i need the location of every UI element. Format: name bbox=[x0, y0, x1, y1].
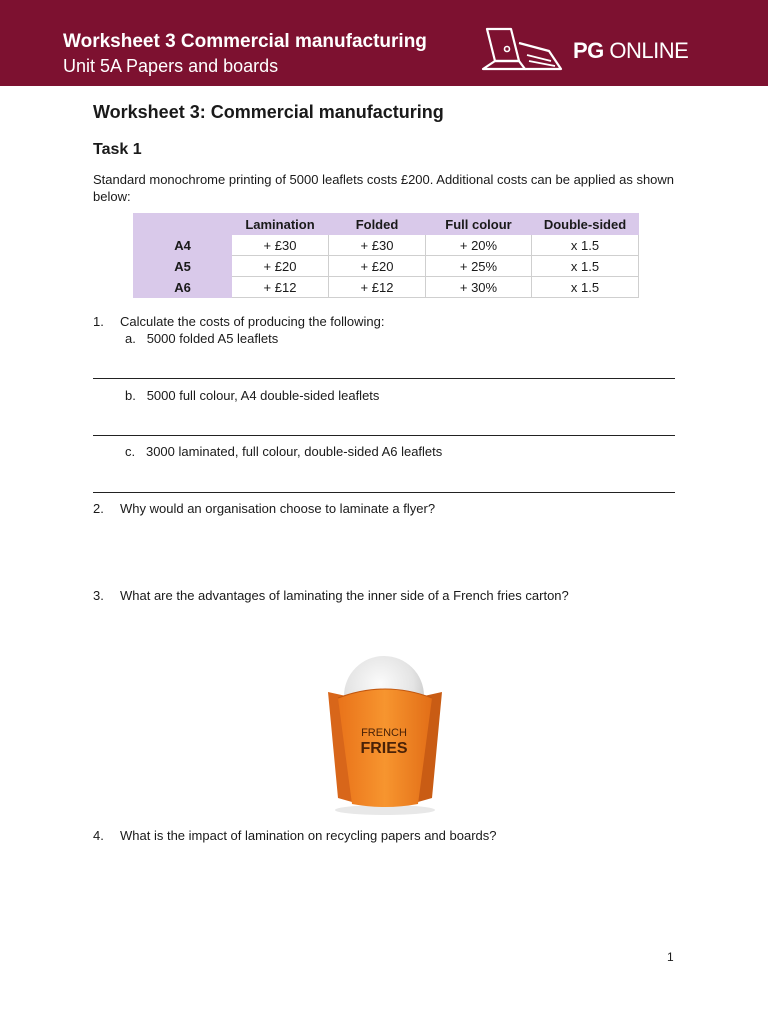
question-number: 1. bbox=[93, 314, 104, 329]
sub-text: 3000 laminated, full colour, double-sided A6 leaflets bbox=[145, 444, 443, 459]
table-cell: x 1.5 bbox=[532, 256, 639, 277]
task-heading: Task 1 bbox=[93, 141, 142, 158]
table-header-full-colour: Full colour bbox=[426, 214, 532, 235]
table-cell: + £20 bbox=[232, 256, 329, 277]
table-cell: + £20 bbox=[329, 256, 426, 277]
answer-line-1b[interactable] bbox=[93, 435, 675, 436]
question-1c bbox=[125, 444, 442, 459]
logo-text: PG ONLINE bbox=[573, 38, 689, 63]
header-banner bbox=[0, 0, 768, 86]
laptop-book-icon bbox=[481, 25, 567, 77]
answer-line-1a[interactable] bbox=[93, 378, 675, 379]
question-1b bbox=[125, 388, 379, 403]
question-text: What is the impact of lamination on recycling papers and boards? bbox=[120, 828, 497, 843]
header-title: Worksheet 3 Commercial manufacturing bbox=[63, 31, 427, 52]
question-text: Why would an organisation choose to laminate a flyer? bbox=[120, 501, 436, 516]
row-label: A4 bbox=[134, 235, 232, 256]
sub-label: a. bbox=[125, 331, 136, 346]
table-header-folded: Folded bbox=[329, 214, 426, 235]
table-cell: + 20% bbox=[426, 235, 532, 256]
sub-label: c. bbox=[125, 444, 136, 459]
table-cell: + 25% bbox=[426, 256, 532, 277]
table-row bbox=[134, 256, 639, 277]
table-cell: + £30 bbox=[232, 235, 329, 256]
table-cell: + £12 bbox=[232, 277, 329, 298]
question-number: 3. bbox=[93, 588, 104, 603]
sub-text: 5000 folded A5 leaflets bbox=[146, 331, 279, 346]
table-cell: + 30% bbox=[426, 277, 532, 298]
table-header-double-sided: Double-sided bbox=[532, 214, 639, 235]
table-cell: x 1.5 bbox=[532, 277, 639, 298]
table-cell: x 1.5 bbox=[532, 235, 639, 256]
page-title: Worksheet 3: Commercial manufacturing bbox=[93, 102, 444, 122]
row-label: A6 bbox=[134, 277, 232, 298]
question-number: 2. bbox=[93, 501, 104, 516]
carton-text-line2: FRIES bbox=[360, 740, 408, 757]
table-cell: + £12 bbox=[329, 277, 426, 298]
table-row bbox=[134, 277, 639, 298]
table-row bbox=[134, 235, 639, 256]
cost-table bbox=[133, 213, 639, 298]
carton-text-line1: FRENCH bbox=[361, 727, 407, 739]
table-header-empty bbox=[134, 214, 232, 235]
table-header-lamination: Lamination bbox=[232, 214, 329, 235]
french-fries-carton-image bbox=[300, 652, 470, 817]
question-text: What are the advantages of laminating the inner side of a French fries carton? bbox=[120, 588, 569, 603]
row-label: A5 bbox=[134, 256, 232, 277]
table-header-row bbox=[134, 214, 639, 235]
table-cell: + £30 bbox=[329, 235, 426, 256]
question-1a bbox=[125, 331, 278, 346]
question-text: Calculate the costs of producing the following: bbox=[120, 314, 385, 329]
intro-text: Standard monochrome printing of 5000 leaflets costs £200. Additional costs can be applied as shown below: bbox=[93, 172, 675, 204]
sub-label: b. bbox=[125, 388, 136, 403]
sub-text: 5000 full colour, A4 double-sided leaflets bbox=[146, 388, 380, 403]
answer-line-1c[interactable] bbox=[93, 492, 675, 493]
question-number: 4. bbox=[93, 828, 104, 843]
header-subtitle: Unit 5A Papers and boards bbox=[63, 56, 279, 76]
page-number: 1 bbox=[667, 950, 674, 964]
